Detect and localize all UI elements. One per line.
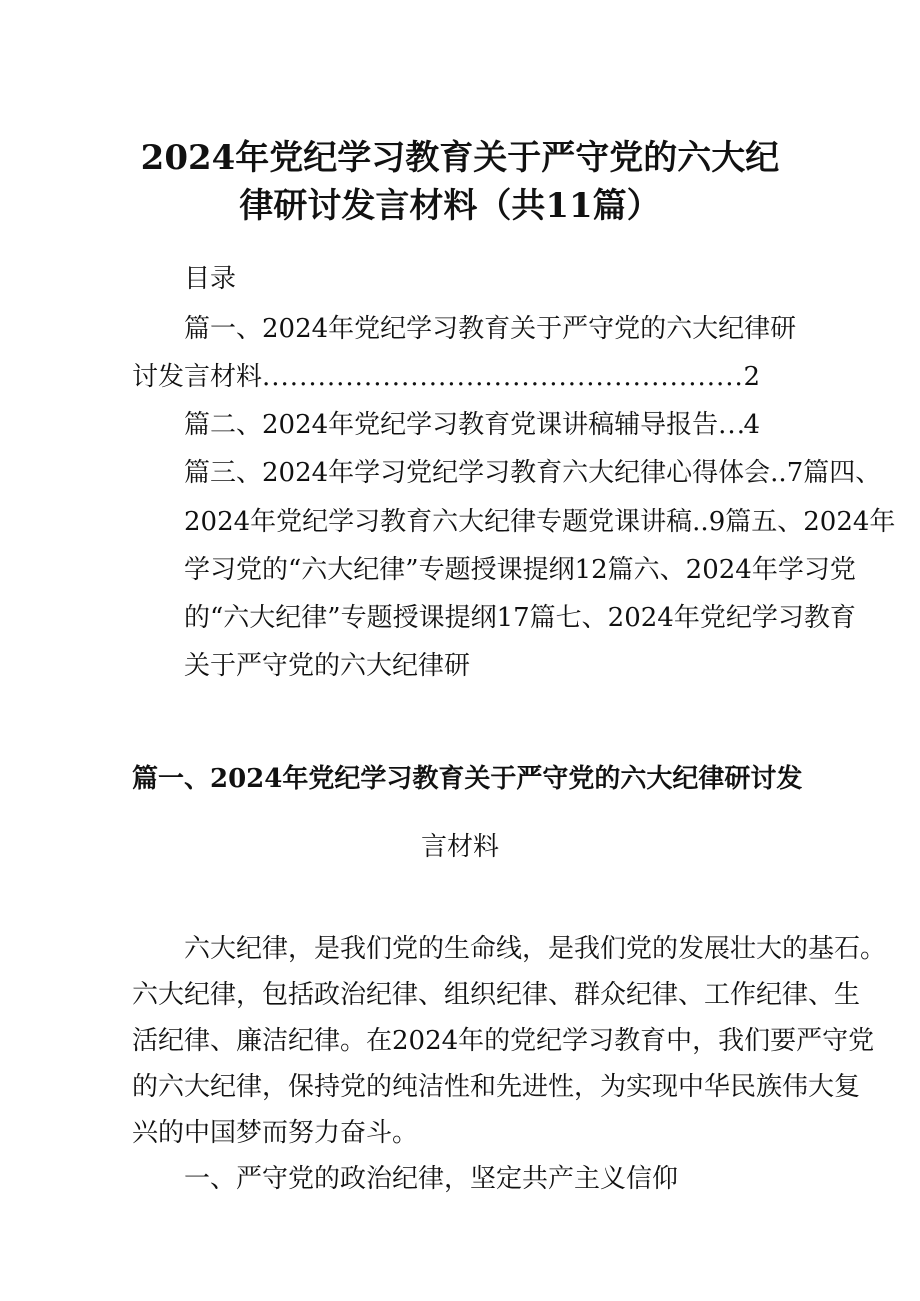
toc-leader-dots	[718, 408, 743, 442]
toc-entry-1-page: 2	[743, 362, 760, 392]
paragraph-line-3: 活纪律、廉洁纪律。在2024年的党纪学习教育中，我们要严守党	[132, 1026, 875, 1056]
paragraph-line-4: 的六大纪律，保持党的纯洁性和先进性，为实现中华民族伟大复	[132, 1072, 861, 1102]
toc-entry-2-text: 篇二、2024年党纪学习教育党课讲稿辅导报告	[184, 410, 719, 440]
toc-run-line-3[interactable]: 学习党的“六大纪律”专题授课提纲12篇六、2024年学习党	[184, 555, 856, 585]
toc-entry-2-page: 4	[743, 410, 760, 440]
toc-run-line-4[interactable]: 的“六大纪律”专题授课提纲17篇七、2024年党纪学习教育	[184, 603, 856, 633]
document-title-line-1: 2024年党纪学习教育关于严守党的六大纪	[140, 138, 780, 178]
toc-leader-dots	[262, 360, 743, 394]
toc-entry-1-line-2[interactable]	[132, 360, 760, 394]
toc-entry-1-line-1[interactable]: 篇一、2024年党纪学习教育关于严守党的六大纪律研	[184, 314, 797, 344]
toc-entry-2[interactable]	[184, 408, 760, 442]
paragraph-line-2: 六大纪律，包括政治纪律、组织纪律、群众纪律、工作纪律、生	[132, 980, 861, 1010]
section-heading-line-2: 言材料	[420, 832, 499, 862]
toc-run-line-2[interactable]: 2024年党纪学习教育六大纪律专题党课讲稿..9篇五、2024年	[184, 507, 896, 537]
document-title-line-2: 律研讨发言材料（共11篇）	[239, 186, 661, 226]
toc-run-line-1[interactable]: 篇三、2024年学习党纪学习教育六大纪律心得体会..7篇四、	[184, 458, 882, 488]
subsection-heading: 一、严守党的政治纪律，坚定共产主义信仰	[184, 1164, 679, 1194]
section-heading-line-1: 篇一、2024年党纪学习教育关于严守党的六大纪律研讨发	[132, 764, 803, 794]
paragraph-line-1: 六大纪律，是我们党的生命线，是我们党的发展壮大的基石。	[184, 934, 887, 964]
paragraph-line-5: 兴的中国梦而努力奋斗。	[132, 1118, 419, 1148]
toc-entry-1-text: 讨发言材料	[132, 362, 263, 392]
toc-run-line-5[interactable]: 关于严守党的六大纪律研	[184, 651, 471, 681]
toc-heading: 目录	[184, 264, 237, 294]
